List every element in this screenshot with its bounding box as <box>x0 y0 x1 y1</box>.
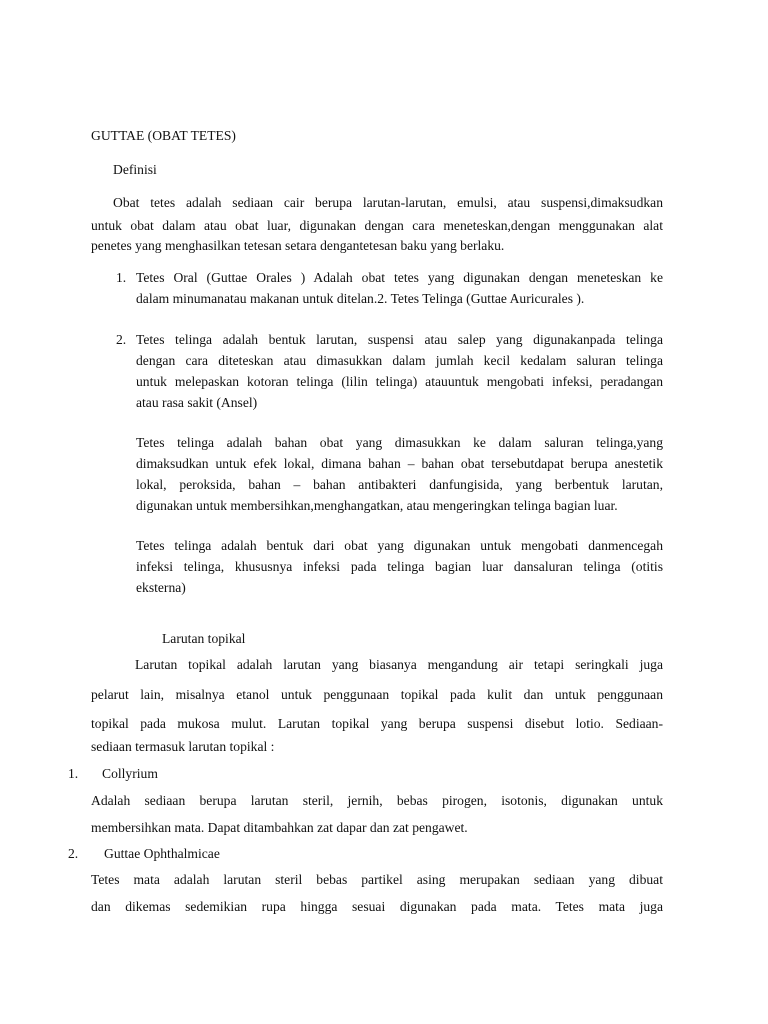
paragraph-line: sediaan termasuk larutan topikal : <box>91 739 275 754</box>
list-number: 1. <box>116 270 127 285</box>
item-line: Adalah sediaan berupa larutan steril, jernih, bebas pirogen, isotonis, digunakan untuk <box>91 793 663 808</box>
paragraph-line: Tetes telinga adalah bentuk dari obat yang digunakan untuk mengobati danmencegah <box>136 538 663 553</box>
list-number: 2. <box>68 846 79 861</box>
paragraph-line: topikal pada mukosa mulut. Larutan topikal yang berupa suspensi disebut lotio. Sediaan- <box>91 716 663 731</box>
item-line: Tetes mata adalah larutan steril bebas partikel asing merupakan sediaan yang dibuat <box>91 872 663 887</box>
list-number: 2. <box>116 332 127 347</box>
definisi-heading: Definisi <box>113 162 157 177</box>
paragraph-line: digunakan untuk membersihkan,menghangatkan, atau mengeringkan telinga bagian luar. <box>136 498 618 513</box>
list-item-line: dengan cara diteteskan atau dimasukkan dalam jumlah kecil kedalam saluran telinga <box>136 353 663 368</box>
definisi-line: untuk obat dalam atau obat luar, digunakan dengan cara meneteskan,dengan menggunakan alat <box>91 218 663 233</box>
paragraph-line: lokal, peroksida, bahan – bahan antibakteri danfungisida, yang berbentuk larutan, <box>136 477 663 492</box>
paragraph-line: infeksi telinga, khususnya infeksi pada telinga bagian luar dansaluran telinga (otitis <box>136 559 663 574</box>
list-item-line: Tetes Oral (Guttae Orales ) Adalah obat tetes yang digunakan dengan meneteskan ke <box>136 270 663 285</box>
paragraph-line: eksterna) <box>136 580 186 595</box>
list-item-line: dalam minumanatau makanan untuk ditelan.2. Tetes Telinga (Guttae Auricurales ). <box>136 291 585 306</box>
list-number: 1. <box>68 766 79 781</box>
paragraph-line: Larutan topikal adalah larutan yang biasanya mengandung air tetapi seringkali juga <box>135 657 663 672</box>
list-item-line: Tetes telinga adalah bentuk larutan, suspensi atau salep yang digunakanpada telinga <box>136 332 663 347</box>
item-title: Guttae Ophthalmicae <box>104 846 220 861</box>
paragraph-line: Tetes telinga adalah bahan obat yang dimasukkan ke dalam saluran telinga,yang <box>136 435 663 450</box>
item-title: Collyrium <box>102 766 158 781</box>
paragraph-line: pelarut lain, misalnya etanol untuk penggunaan topikal pada kulit dan untuk penggunaan <box>91 687 663 702</box>
item-line: dan dikemas sedemikian rupa hingga sesuai digunakan pada mata. Tetes mata juga <box>91 899 663 914</box>
item-line: membersihkan mata. Dapat ditambahkan zat dapar dan zat pengawet. <box>91 820 468 835</box>
list-item-line: atau rasa sakit (Ansel) <box>136 395 258 410</box>
definisi-line: Obat tetes adalah sediaan cair berupa larutan-larutan, emulsi, atau suspensi,dimaksudkan <box>113 195 663 210</box>
list-item-line: untuk melepaskan kotoran telinga (lilin telinga) atauuntuk mengobati infeksi, peradangan <box>136 374 663 389</box>
definisi-line: penetes yang menghasilkan tetesan setara dengantetesan baku yang berlaku. <box>91 238 505 253</box>
paragraph-line: dimaksudkan untuk efek lokal, dimana bahan – bahan obat tersebutdapat berupa anestetik <box>136 456 663 471</box>
section-heading: Larutan topikal <box>162 631 246 646</box>
document-title: GUTTAE (OBAT TETES) <box>91 128 236 143</box>
